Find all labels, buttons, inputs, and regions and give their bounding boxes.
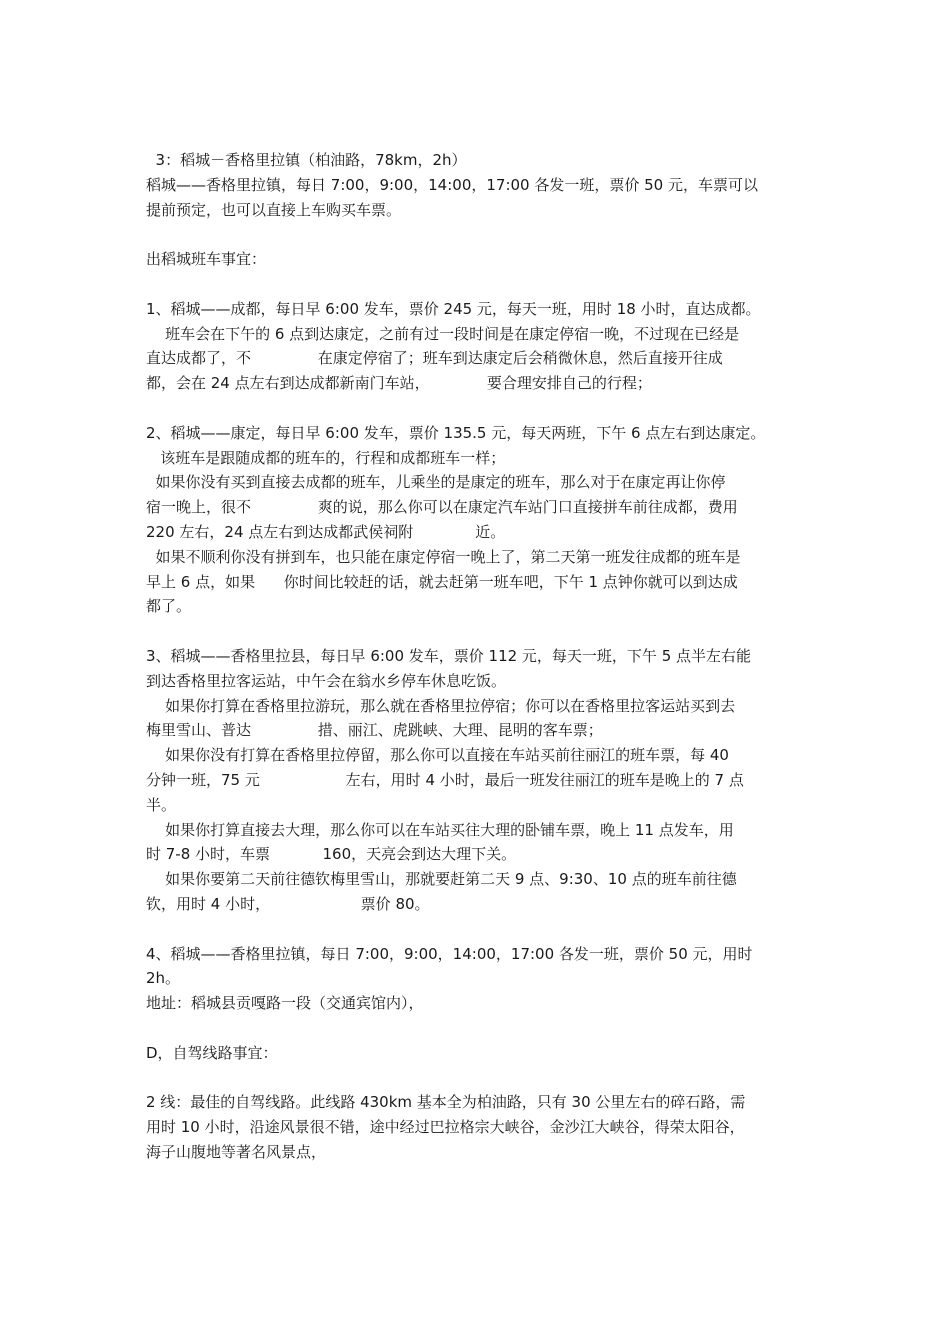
section-heading-departures: 出稻城班车事宜： xyxy=(146,250,267,269)
blank-line xyxy=(146,272,811,297)
blank-line xyxy=(146,917,811,942)
text-line: 如果你没有买到直接去成都的班车，儿乘坐的是康定的班车，那么对于在康定再让你停 xyxy=(146,473,726,492)
section-heading-daocheng-shangrila-town: 3：稻城－香格里拉镇（柏油路，78km，2h） xyxy=(146,151,467,169)
text-line: 都了。 xyxy=(146,597,192,616)
text-line: 如果不顺利你没有拼到车，也只能在康定停宿一晚上了，第二天第一班发往成都的班车是 xyxy=(146,547,741,566)
text-line: 海子山腹地等著名风景点， xyxy=(146,1142,327,1161)
text-line: 2 线：最佳的自驾线路。此线路 430km 基本全为柏油路，只有 30 公里左右的碎石路，需 xyxy=(146,1093,746,1112)
text-line: 班车会在下午的 6 点到达康定，之前有过一段时间是在康定停宿一晚，不过现在已经是 xyxy=(146,324,740,343)
address-line: 地址：稻城县贡嘎路一段（交通宾馆内）， xyxy=(146,994,424,1013)
blank-line xyxy=(146,619,811,644)
blank-line xyxy=(146,222,811,247)
text-line: 钦，用时 4 小时， 票价 80。 xyxy=(146,894,430,913)
text-line: 用时 10 小时，沿途风景很不错，途中经过巴拉格宗大峡谷，金沙江大峡谷，得荣太阳谷， xyxy=(146,1118,745,1137)
blank-line xyxy=(146,396,811,421)
text-line: 到达香格里拉客运站，中午会在翁水乡停车休息吃饭。 xyxy=(146,671,507,690)
text-line: 如果你要第二天前往德钦梅里雪山，那就要赶第二天 9 点、9:30、10 点的班车前往德 xyxy=(146,870,737,889)
text-line: 如果你打算在香格里拉游玩，那么就在香格里拉停宿；你可以在香格里拉客运站买到去 xyxy=(146,696,736,715)
section-heading-self-drive: D，自驾线路事宜： xyxy=(146,1043,278,1062)
text-line: 直达成都了，不 在康定停宿了；班车到达康定后会稍微休息，然后直接开往成 xyxy=(146,349,723,368)
text-line: 时 7-8 小时，车票 160，天亮会到达大理下关。 xyxy=(146,845,517,864)
item-heading-shangrila-county: 3、稻城——香格里拉县，每日早 6:00 发车，票价 112 元，每天一班，下午 5 点半左右能 xyxy=(146,646,752,665)
text-line: 稻城——香格里拉镇，每日 7:00，9:00，14:00，17:00 各发一班，票价 50 元，车票可以 xyxy=(146,175,758,194)
text-line: 该班车是跟随成都的班车的，行程和成都班车一样； xyxy=(146,448,506,467)
blank-line xyxy=(146,1065,811,1090)
text-line: 如果你没有打算在香格里拉停留，那么你可以直接在车站买前往丽江的班车票，每 40 xyxy=(146,746,729,765)
text-line: 2h。 xyxy=(146,969,181,988)
text-line: 分钟一班，75 元 左右，用时 4 小时，最后一班发往丽江的班车是晚上的 7 点 xyxy=(146,770,744,789)
text-line: 如果你打算直接去大理，那么你可以在车站买往大理的卧铺车票，晚上 11 点发车，用 xyxy=(146,820,734,839)
text-line: 半。 xyxy=(146,795,177,814)
item-heading-chengdu: 1、稻城——成都，每日早 6:00 发车，票价 245 元，每天一班，用时 18 小时，直达成都。 xyxy=(146,299,761,318)
text-line: 220 左右，24 点左右到达成都武侯祠附 近。 xyxy=(146,522,506,541)
text-line: 提前预定，也可以直接上车购买车票。 xyxy=(146,200,402,219)
document-body xyxy=(146,148,811,1165)
item-heading-kangding: 2、稻城——康定，每日早 6:00 发车，票价 135.5 元，每天两班，下午 6 点左右到达康定。 xyxy=(146,423,766,442)
text-line: 早上 6 点，如果 你时间比较赶的话，就去赶第一班车吧，下午 1 点钟你就可以到达成 xyxy=(146,572,738,591)
blank-line xyxy=(146,1016,811,1041)
text-line: 宿一晚上，很不 爽的说，那么你可以在康定汽车站门口直接拼车前往成都，费用 xyxy=(146,498,738,517)
text-line: 都，会在 24 点左右到达成都新南门车站， 要合理安排自己的行程； xyxy=(146,374,652,393)
text-line: 梅里雪山、普达 措、丽江、虎跳峡、大理、昆明的客车票； xyxy=(146,721,603,740)
item-heading-shangrila-town: 4、稻城——香格里拉镇，每日 7:00，9:00，14:00，17:00 各发一班，票价 50 元，用时 xyxy=(146,944,753,963)
